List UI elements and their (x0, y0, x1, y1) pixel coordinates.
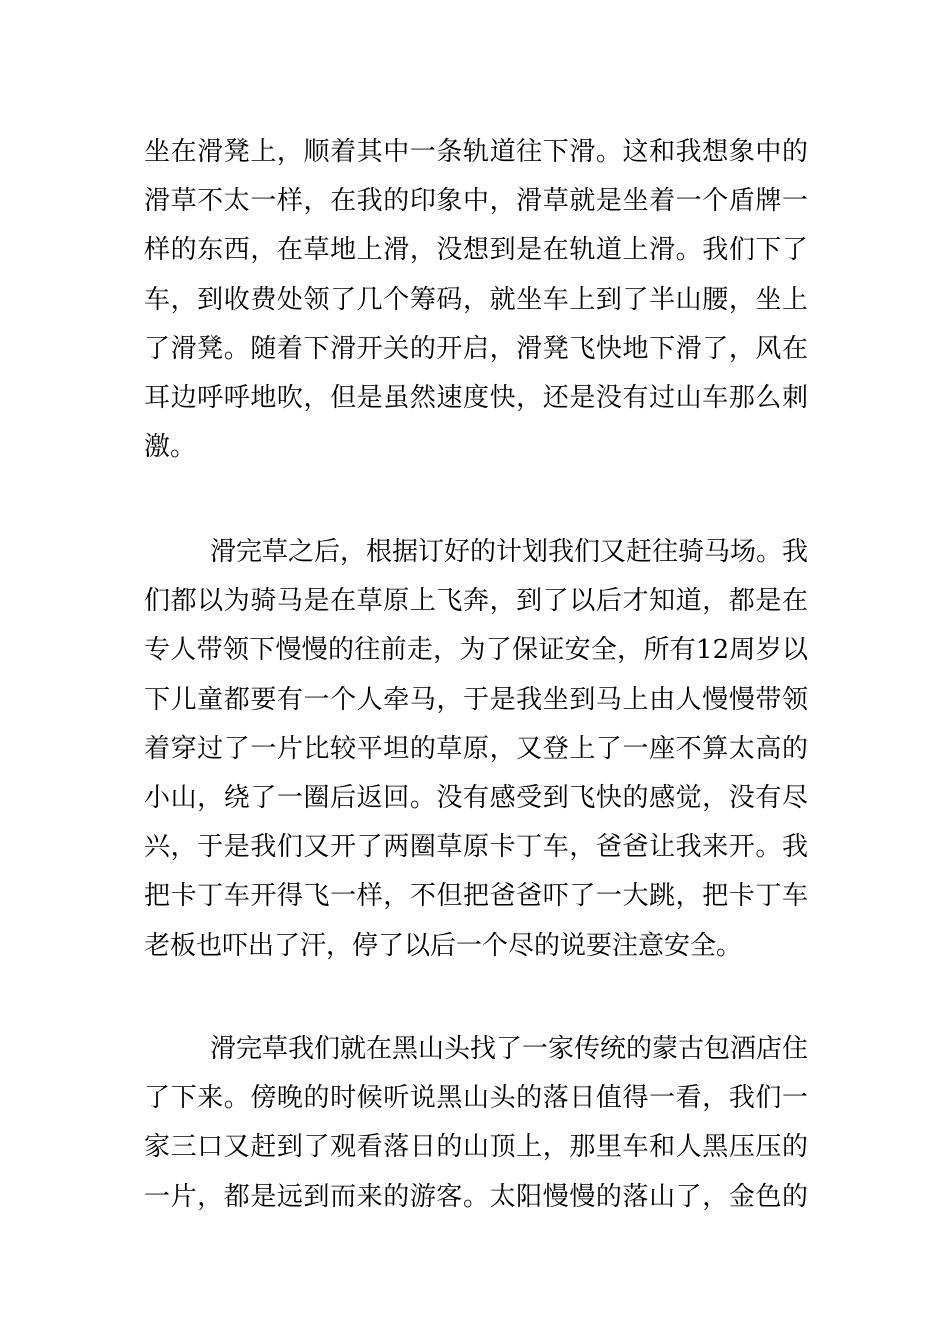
paragraph-line: 下儿童都要有一个人牵马，于是我坐到马上由人慢慢带领 (144, 684, 808, 715)
paragraph-1 (144, 128, 808, 472)
paragraph-line: 了滑凳。随着下滑开关的开启，滑凳飞快地下滑了，风在 (144, 333, 808, 364)
paragraph-line: 激。 (144, 432, 197, 463)
paragraph-line: 坐在滑凳上，顺着其中一条轨道往下滑。这和我想象中的 (144, 137, 808, 167)
paragraph-line: 滑完草之后，根据订好的计划我们又赶往骑马场。我 (210, 537, 809, 567)
paragraph-line: 们都以为骑马是在草原上飞奔，到了以后才知道，都是在 (144, 586, 808, 617)
paragraph-line: 滑完草我们就在黑山头找了一家传统的蒙古包酒店住 (210, 1034, 809, 1064)
paragraph-line: 把卡丁车开得飞一样，不但把爸爸吓了一大跳，把卡丁车 (144, 881, 808, 912)
paragraph-line: 车，到收费处领了几个筹码，就坐车上到了半山腰，坐上 (144, 284, 808, 315)
paragraph-2 (144, 528, 808, 971)
paragraph-line: 专人带领下慢慢的往前走，为了保证安全，所有12周岁以 (144, 635, 808, 666)
paragraph-line: 家三口又赶到了观看落日的山顶上，那里车和人黑压压的 (144, 1132, 808, 1163)
paragraph-line: 耳边呼呼地吹，但是虽然速度快，还是没有过山车那么刺 (144, 382, 808, 413)
paragraph-line: 了下来。傍晚的时候听说黑山头的落日值得一看，我们一 (144, 1083, 808, 1114)
paragraph-line: 老板也吓出了汗，停了以后一个尽的说要注意安全。 (144, 930, 743, 961)
paragraph-line: 滑草不太一样，在我的印象中，滑草就是坐着一个盾牌一 (144, 186, 808, 217)
paragraph-line: 着穿过了一片比较平坦的草原，又登上了一座不算太高的 (144, 733, 808, 764)
paragraph-line: 一片，都是远到而来的游客。太阳慢慢的落山了，金色的 (144, 1181, 808, 1212)
paragraph-line: 兴，于是我们又开了两圈草原卡丁车，爸爸让我来开。我 (144, 832, 808, 863)
paragraph-line: 小山，绕了一圈后返回。没有感受到飞快的感觉，没有尽 (144, 782, 808, 813)
paragraph-3 (144, 1025, 808, 1222)
paragraph-line: 样的东西，在草地上滑，没想到是在轨道上滑。我们下了 (144, 235, 808, 266)
